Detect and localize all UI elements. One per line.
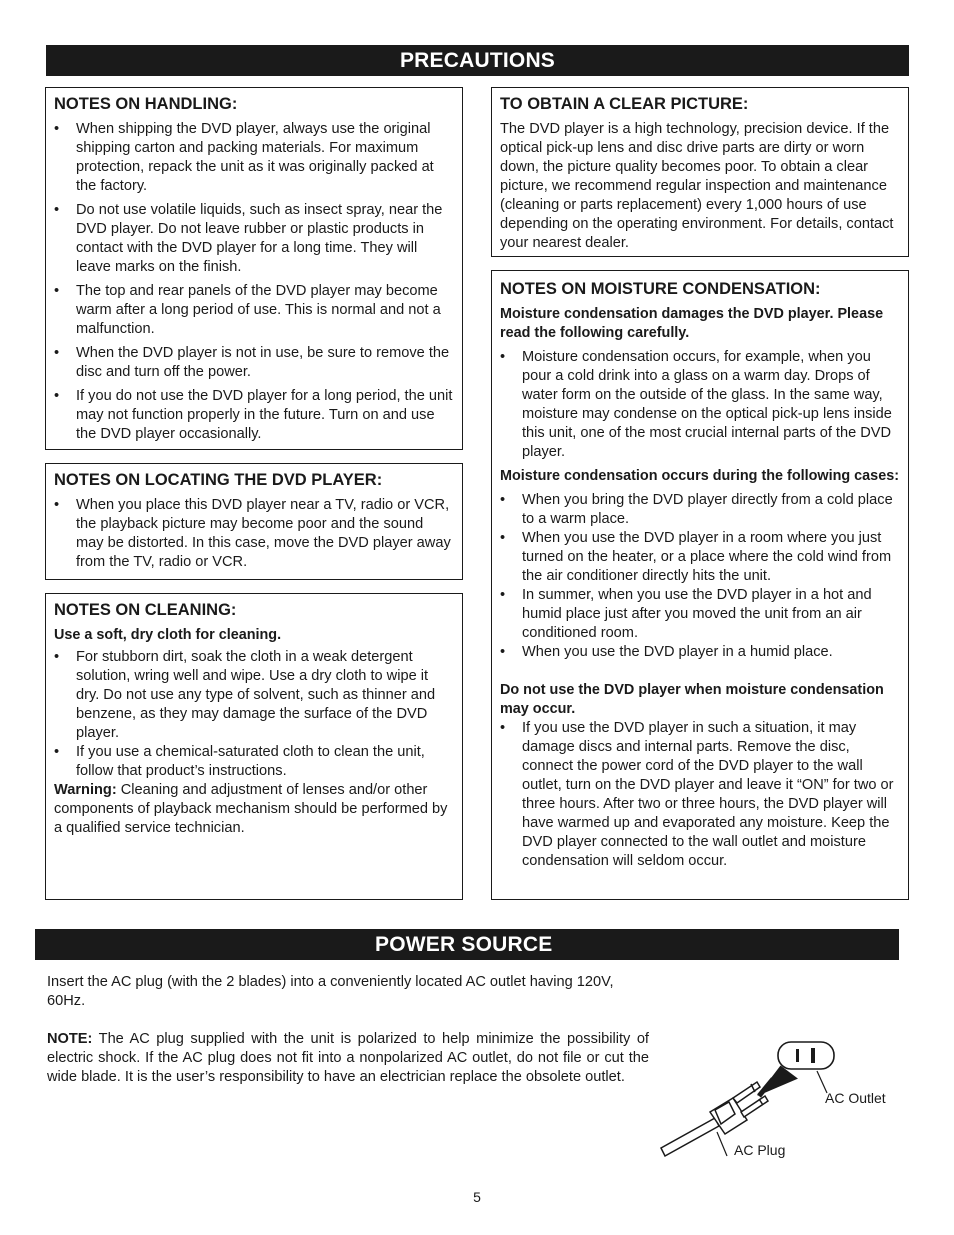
power-note [47, 1030, 649, 1087]
outlet-slot-wide [811, 1048, 815, 1063]
precautions-title: PRECAUTIONS [399, 49, 556, 72]
insert-arrow-icon [759, 1069, 793, 1096]
list-item: • If you use a chemical-saturated cloth to clean the unit, follow that product’s instructions. [54, 743, 454, 781]
cleaning-subheading: Use a soft, dry cloth for cleaning. [54, 627, 282, 643]
cleaning-warning [54, 781, 454, 838]
list-item: • Moisture condensation occurs, for example, when you pour a cold drink into a glass on a warm day. Drops of water form on the outside of the glass. In the same way, moisture may condense on the optical pick-up lens inside this unit, one of the most crucial internal parts of the DVD player. [500, 348, 900, 462]
list-item: • When you use the DVD player in a room where you just turned on the heater, or a place where the cold wind from the air conditioner directly hits the unit. [500, 529, 900, 586]
power-title: POWER SOURCE [375, 933, 553, 956]
ac-outlet-label: AC Outlet [825, 1090, 886, 1106]
handling-list [54, 120, 454, 444]
picture-text: The DVD player is a high technology, precision device. If the optical pick-up lens and disc drive parts are dirty or worn down, the picture quality becomes poor. To obtain a clear picture, we recommend regular inspection and maintenance (cleaning or parts replacement) every 1,000 hours of use depending on the operating environment. For details, contact your nearest dealer. [500, 121, 894, 251]
precautions-banner [46, 45, 909, 76]
cleaning-heading: NOTES ON CLEANING: [54, 601, 237, 619]
plug-leader-line [717, 1132, 727, 1156]
list-item: • When you bring the DVD player directly from a cold place to a warm place. [500, 491, 900, 529]
note-label: NOTE: [47, 1031, 93, 1047]
power-text: Insert the AC plug (with the 2 blades) into a conveniently located AC outlet having 120V, 60Hz. [47, 974, 614, 1009]
picture-heading: TO OBTAIN A CLEAR PICTURE: [500, 95, 749, 113]
cleaning-list [54, 648, 454, 781]
list-item: • When you use the DVD player in a humid place. [500, 643, 900, 662]
handling-heading: NOTES ON HANDLING: [54, 95, 238, 113]
list-item: • The top and rear panels of the DVD player may become warm after a long period of use. This is normal and not a malfunction. [54, 282, 454, 339]
list-item: • When the DVD player is not in use, be sure to remove the disc and turn off the power. [54, 344, 454, 382]
moisture-intro: Moisture condensation damages the DVD player. Please read the following carefully. [500, 306, 884, 341]
locating-box [45, 463, 463, 580]
outlet-slot-narrow [796, 1049, 799, 1062]
warning-text: Cleaning and adjustment of lenses and/or other components of playback mechanism should be performed by a qualified service technician. [54, 782, 448, 836]
list-item: • In summer, when you use the DVD player in a hot and humid place just after you moved the unit from an air conditioned room. [500, 586, 900, 643]
locating-heading: NOTES ON LOCATING THE DVD PLAYER: [54, 471, 383, 489]
warning-label: Warning: [54, 782, 117, 798]
moisture-cases-heading: Moisture condensation occurs during the following cases: [500, 468, 899, 484]
ac-plug-label: AC Plug [734, 1142, 786, 1158]
moisture-dont-heading: Do not use the DVD player when moisture condensation may occur. [500, 682, 884, 717]
list-item: • When shipping the DVD player, always use the original shipping carton and packing materials. For maximum protection, repack the unit as it was originally packed at the factory. [54, 120, 454, 196]
page-number: 5 [473, 1189, 481, 1205]
list-item: • Do not use volatile liquids, such as insect spray, near the DVD player. Do not leave rubber or plastic products in contact with the DVD player for a long time. They will leave marks on the finish. [54, 201, 454, 277]
moisture-box [491, 270, 909, 900]
list-item: • If you do not use the DVD player for a long period, the unit may not function properly in the future. Turn on and use the DVD player occasionally. [54, 387, 454, 444]
moisture-list [500, 348, 900, 462]
moisture-dont-list [500, 719, 900, 871]
note-text: The AC plug supplied with the unit is polarized to help minimize the possibility of electric shock. If the AC plug does not fit into a nonpolarized AC outlet, do not file or cut the wide blade. It is the user’s responsibility to have an electrician replace the obsolete outlet. [47, 1031, 649, 1085]
power-banner [35, 929, 899, 960]
list-item: • When you place this DVD player near a TV, radio or VCR, the playback picture may become poor and the sound may be distorted. In this case, move the DVD player away from the TV, radio or VCR. [54, 496, 454, 572]
moisture-cases-list [500, 491, 900, 662]
ac-outlet-icon [778, 1042, 834, 1069]
cleaning-box [45, 593, 463, 900]
locating-list [54, 496, 454, 572]
moisture-heading: NOTES ON MOISTURE CONDENSATION: [500, 280, 821, 298]
handling-box [45, 87, 463, 450]
list-item: • For stubborn dirt, soak the cloth in a weak detergent solution, wring well and wipe. Use a dry cloth to wipe it dry. Do not use any type of solvent, such as thinner and benzene, as they may damage the surface of the DVD player. [54, 648, 454, 743]
picture-box [491, 87, 909, 257]
list-item: • If you use the DVD player in such a situation, it may damage discs and internal parts. Remove the disc, connect the power cord of the DVD player to the wall outlet, turn on the DVD player and leave it “ON” for two or three hours. After two or three hours, the DVD player will have warmed up and evaporated any moisture. Keep the DVD player connected to the wall outlet and moisture condensation will seldom occur. [500, 719, 900, 871]
